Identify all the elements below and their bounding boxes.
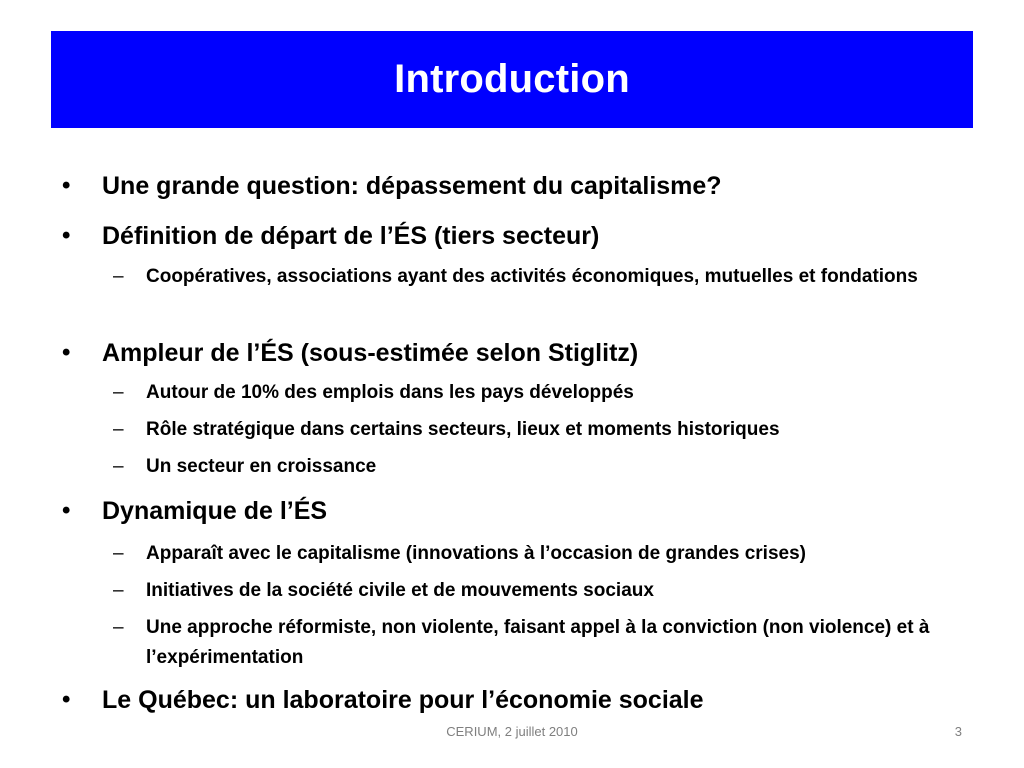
dash-marker: – <box>113 382 124 403</box>
page-number: 3 <box>954 724 962 739</box>
dash-marker: – <box>113 617 124 638</box>
dash-marker: – <box>113 543 124 564</box>
footer-text: CERIUM, 2 juillet 2010 <box>446 724 578 739</box>
bullet-marker: • <box>62 339 71 366</box>
bullet-text: Définition de départ de l’ÉS (tiers secteur) <box>102 222 600 250</box>
sub-bullet-text: Rôle stratégique dans certains secteurs, lieux et moments historiques <box>146 419 780 440</box>
dash-marker: – <box>113 580 124 601</box>
sub-bullet-item <box>113 378 946 408</box>
bullet-text: Une grande question: dépassement du capitalisme? <box>102 172 722 200</box>
bullet-text: Dynamique de l’ÉS <box>102 497 328 525</box>
sub-bullet-text: Coopératives, associations ayant des activités économiques, mutuelles et fondations <box>146 266 918 287</box>
bullet-marker: • <box>62 686 71 713</box>
sub-bullet-item <box>113 576 946 606</box>
sub-bullet-item <box>113 415 946 445</box>
sub-bullet-item <box>113 613 946 673</box>
bullet-item <box>62 221 600 251</box>
sub-bullet-text: Apparaît avec le capitalisme (innovations à l’occasion de grandes crises) <box>146 543 806 564</box>
sub-bullet-item <box>113 262 946 292</box>
sub-bullet-text: Une approche réformiste, non violente, faisant appel à la conviction (non violence) et à l’expérimentation <box>146 617 930 668</box>
slide-title: Introduction <box>394 57 630 101</box>
bullet-text: Ampleur de l’ÉS (sous-estimée selon Stiglitz) <box>102 339 639 367</box>
bullet-item <box>62 496 328 526</box>
bullet-item <box>62 685 704 715</box>
bullet-text: Le Québec: un laboratoire pour l’économie sociale <box>102 686 704 714</box>
sub-bullet-text: Initiatives de la société civile et de mouvements sociaux <box>146 580 654 601</box>
dash-marker: – <box>113 266 124 287</box>
bullet-item <box>62 338 639 368</box>
bullet-marker: • <box>62 497 71 524</box>
dash-marker: – <box>113 419 124 440</box>
sub-bullet-text: Autour de 10% des emplois dans les pays développés <box>146 382 634 403</box>
dash-marker: – <box>113 456 124 477</box>
bullet-marker: • <box>62 222 71 249</box>
sub-bullet-item <box>113 452 946 482</box>
sub-bullet-text: Un secteur en croissance <box>146 456 377 477</box>
sub-bullet-item <box>113 539 946 569</box>
bullet-marker: • <box>62 172 71 199</box>
bullet-item <box>62 171 722 201</box>
